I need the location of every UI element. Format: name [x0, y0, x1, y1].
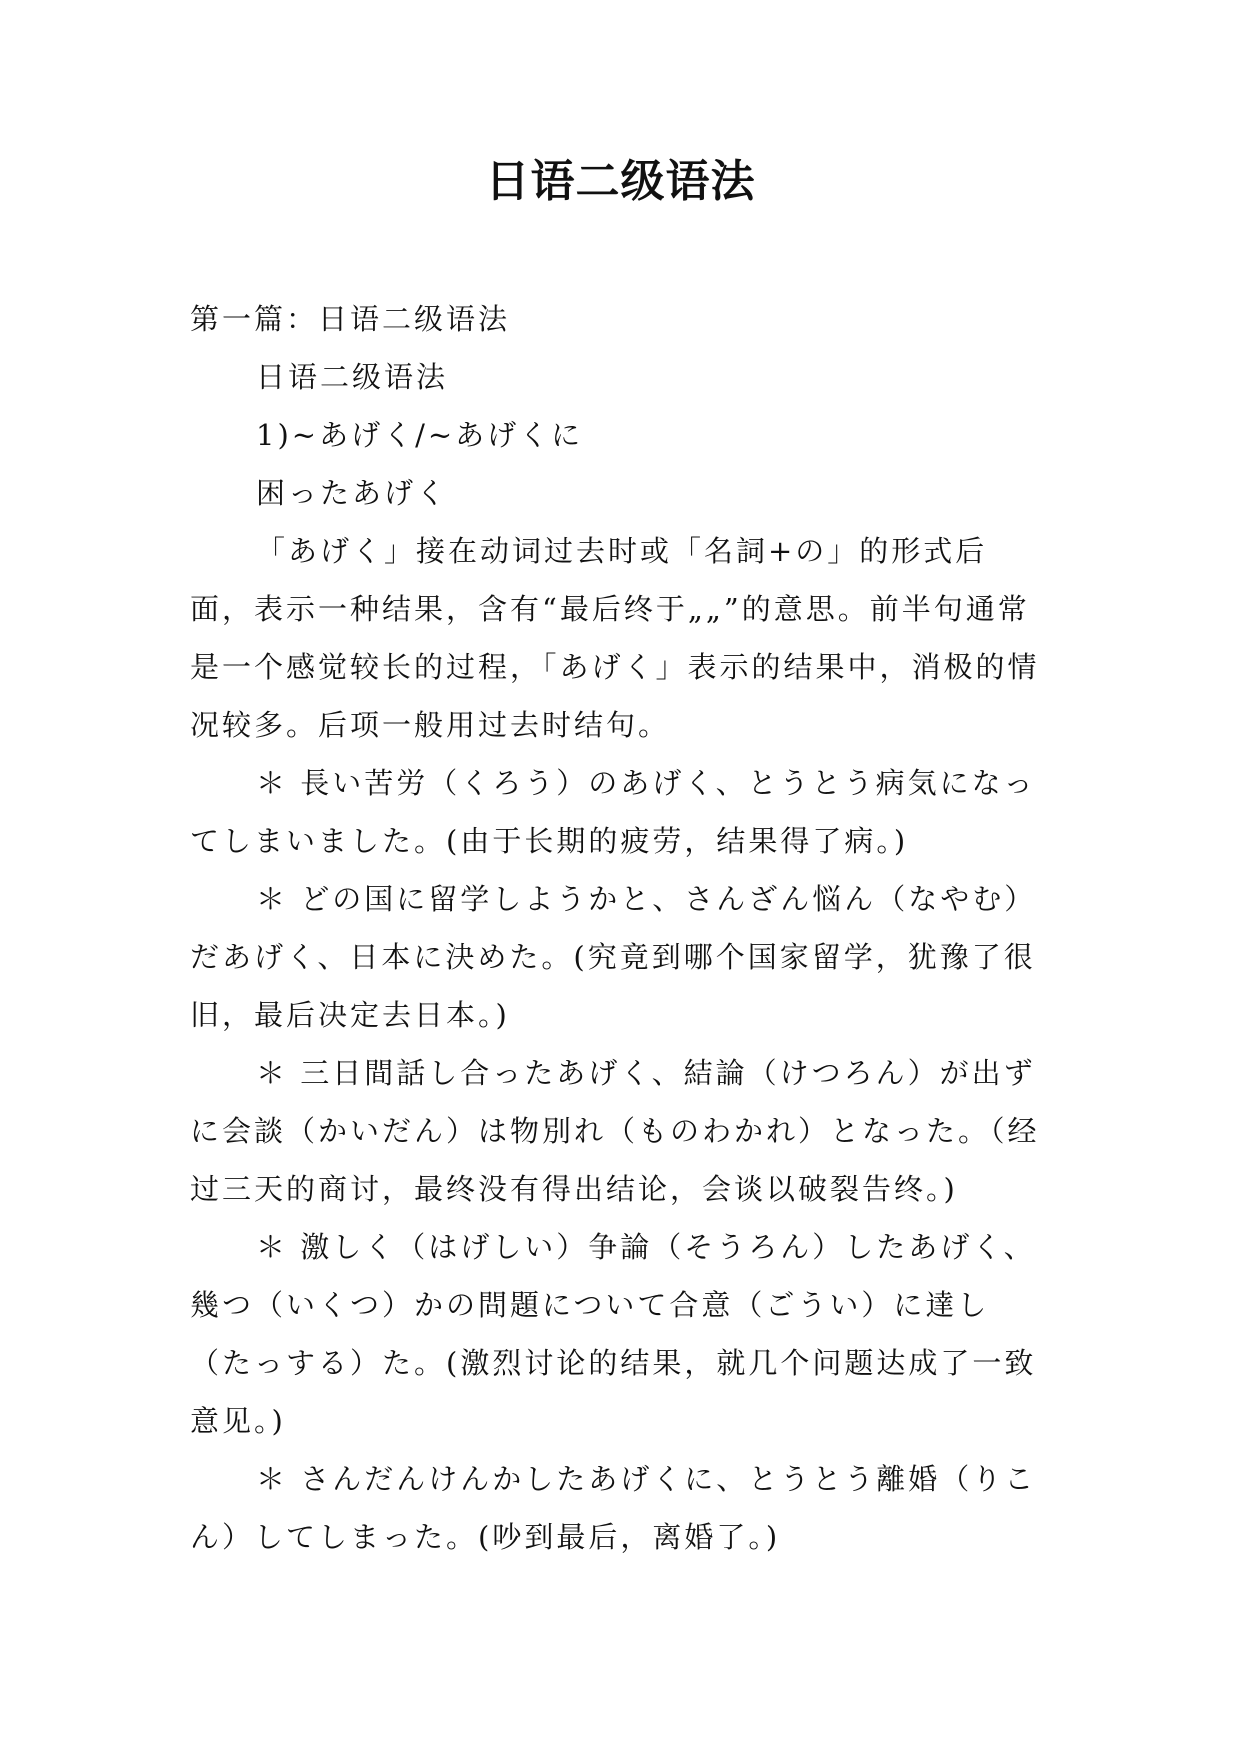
example-sentence: ＊ 三日間話し合ったあげく、結論（けつろん）が出ずに会談（かいだん）は物別れ（ものわかれ）となった。（经过三天的商讨，最终没有得出结论，会谈以破裂告终。): [190, 1056, 1040, 1206]
example-sentence: ＊ 激しく（はげしい）争論（そうろん）したあげく、幾つ（いくつ）かの問題について合意（ごうい）に達し（たっする）た。(激烈讨论的结果，就几个问题达成了一致意见。): [190, 1230, 1037, 1438]
grammar-example-phrase: 困ったあげく: [256, 476, 449, 510]
subheading: 日语二级语法: [256, 360, 449, 394]
example-sentence: ＊ さんだんけんかしたあげくに、とうとう離婚（りこん）してしまった。(吵到最后，离婚了。): [190, 1462, 1037, 1554]
document-title: 日语二级语法: [485, 156, 756, 207]
section-heading: 第一篇：日语二级语法: [190, 302, 511, 336]
grammar-item-heading: 1)~あげく/~あげくに: [256, 418, 584, 452]
example-sentence: ＊ どの国に留学しようかと、さんざん悩ん（なやむ）だあげく、日本に決めた。(究竟到哪个国家留学，犹豫了很旧，最后决定去日本。): [190, 882, 1037, 1032]
example-sentence: ＊ 長い苦労（くろう）のあげく、とうとう病気になってしまいました。(由于长期的疲劳，结果得了病。): [190, 766, 1036, 858]
document-body: [190, 290, 1050, 1566]
grammar-explanation: 「あげく」接在动词过去时或「名詞+の」的形式后面，表示一种结果，含有“最后终于„„”的意思。前半句通常是一个感觉较长的过程，「あげく」表示的结果中，消极的情况较多。后项一般用过去时结句。: [190, 534, 1040, 742]
